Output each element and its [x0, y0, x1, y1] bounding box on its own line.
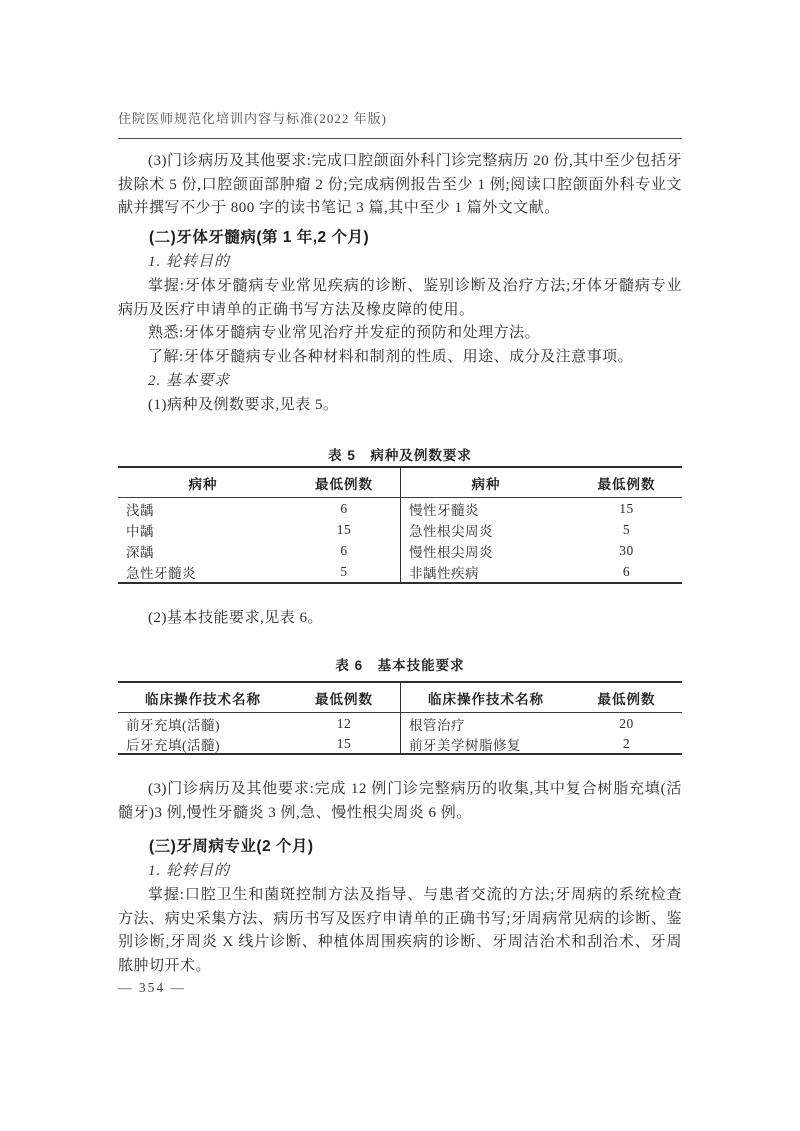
table5-cell: 5 — [622, 521, 631, 537]
running-header: 住院医师规范化培训内容与标准(2022 年版) — [118, 108, 682, 139]
table5-cell: 深龋 — [126, 544, 154, 560]
rotation-objective-item-section3: 1. 轮转目的 — [148, 863, 231, 879]
table6-cell: 15 — [336, 735, 352, 751]
table5-disease-case-requirements — [118, 466, 682, 584]
section-heading-periodontal-disease: (三)牙周病专业(2 个月) — [149, 838, 314, 855]
rotation-objective-item-section2: 1. 轮转目的 — [148, 254, 231, 270]
table5-header-disease-right: 病种 — [400, 468, 571, 498]
paragraph-master-section2: 掌握:牙体牙髓病专业常见疾病的诊断、鉴别诊断及治疗方法;牙体牙髓病专业病历及医疗申请单的正确书写方法及橡皮障的使用。 — [118, 278, 682, 318]
table5-cell: 6 — [340, 500, 348, 516]
table5-cell: 非龋性疾病 — [400, 561, 571, 582]
table5-header-min-cases-left: 最低例数 — [288, 468, 400, 498]
table5-cell: 5 — [340, 563, 348, 579]
table6-cell: 20 — [619, 715, 634, 731]
table5-cell: 急性牙髓炎 — [126, 565, 196, 581]
table6-header-technique-left: 临床操作技术名称 — [118, 683, 288, 713]
table5-cell: 急性根尖周炎 — [400, 519, 571, 540]
table6-caption: 表 6 基本技能要求 — [335, 658, 465, 673]
table5-caption: 表 5 病种及例数要求 — [328, 448, 472, 463]
table6-cell: 2 — [622, 735, 631, 751]
paragraph-understand-section2: 了解:牙体牙髓病专业各种材料和制剂的性质、用途、成分及注意事项。 — [148, 349, 634, 365]
table6-cell: 12 — [336, 715, 352, 731]
basic-requirements-item-section2: 2. 基本要求 — [148, 373, 231, 389]
table5-cell: 15 — [336, 521, 352, 537]
paragraph-basic-skill-requirement: (2)基本技能要求,见表 6。 — [148, 610, 323, 626]
table6-cell: 根管治疗 — [400, 713, 571, 733]
table5-cell: 15 — [619, 500, 634, 516]
table5-cell: 30 — [619, 542, 634, 558]
section-heading-tooth-pulp-disease: (二)牙体牙髓病(第 1 年,2 个月) — [149, 229, 370, 246]
paragraph-outpatient-records-oral-surgery: (3)门诊病历及其他要求:完成口腔颌面外科门诊完整病历 20 份,其中至少包括牙拔除术 5 份,口腔颌面部肿瘤 2 份;完成病例报告至少 1 例;阅读口腔颌面外科专业文献并撰写不少于 800 字的读书笔记 3 篇,其中至少 1 篇外文文献。 — [118, 153, 682, 216]
table5-header-min-cases-right: 最低例数 — [571, 468, 682, 498]
table6-header-technique-right: 临床操作技术名称 — [400, 683, 571, 713]
table5-cell: 慢性根尖周炎 — [400, 540, 571, 561]
table6-cell: 前牙美学树脂修复 — [400, 733, 571, 753]
table6-cell: 前牙充填(活髓) — [126, 717, 220, 733]
paragraph-outpatient-records-endodontics: (3)门诊病历及其他要求:完成 12 例门诊完整病历的收集,其中复合树脂充填(活髓牙)3 例,慢性牙髓炎 3 例,急、慢性根尖周炎 6 例。 — [118, 781, 682, 821]
paragraph-master-section3: 掌握:口腔卫生和菌斑控制方法及指导、与患者交流的方法;牙周病的系统检查方法、病史采集方法、病历书写及医疗申请单的正确书写;牙周病常见病的诊断、鉴别诊断,牙周炎 X 线片诊断、种植体周围疾病的诊断、牙周洁治术和刮治术、牙周脓肿切开术。 — [118, 887, 682, 974]
table5-cell: 浅龋 — [126, 502, 154, 518]
table5-cell: 6 — [340, 542, 348, 558]
table6-cell: 后牙充填(活髓) — [126, 737, 220, 753]
table5-cell: 6 — [622, 563, 631, 579]
page-number: — 354 — — [118, 980, 186, 995]
table5-header-disease-left: 病种 — [118, 468, 288, 498]
table6-basic-skill-requirements — [118, 681, 682, 755]
table6-header-min-cases-left: 最低例数 — [288, 683, 400, 713]
table5-cell: 中龋 — [126, 523, 154, 539]
table5-cell: 慢性牙髓炎 — [400, 498, 571, 519]
paragraph-familiar-section2: 熟悉:牙体牙髓病专业常见治疗并发症的预防和处理方法。 — [148, 325, 541, 341]
table6-header-min-cases-right: 最低例数 — [571, 683, 682, 713]
paragraph-disease-case-requirement: (1)病种及例数要求,见表 5。 — [148, 397, 339, 413]
